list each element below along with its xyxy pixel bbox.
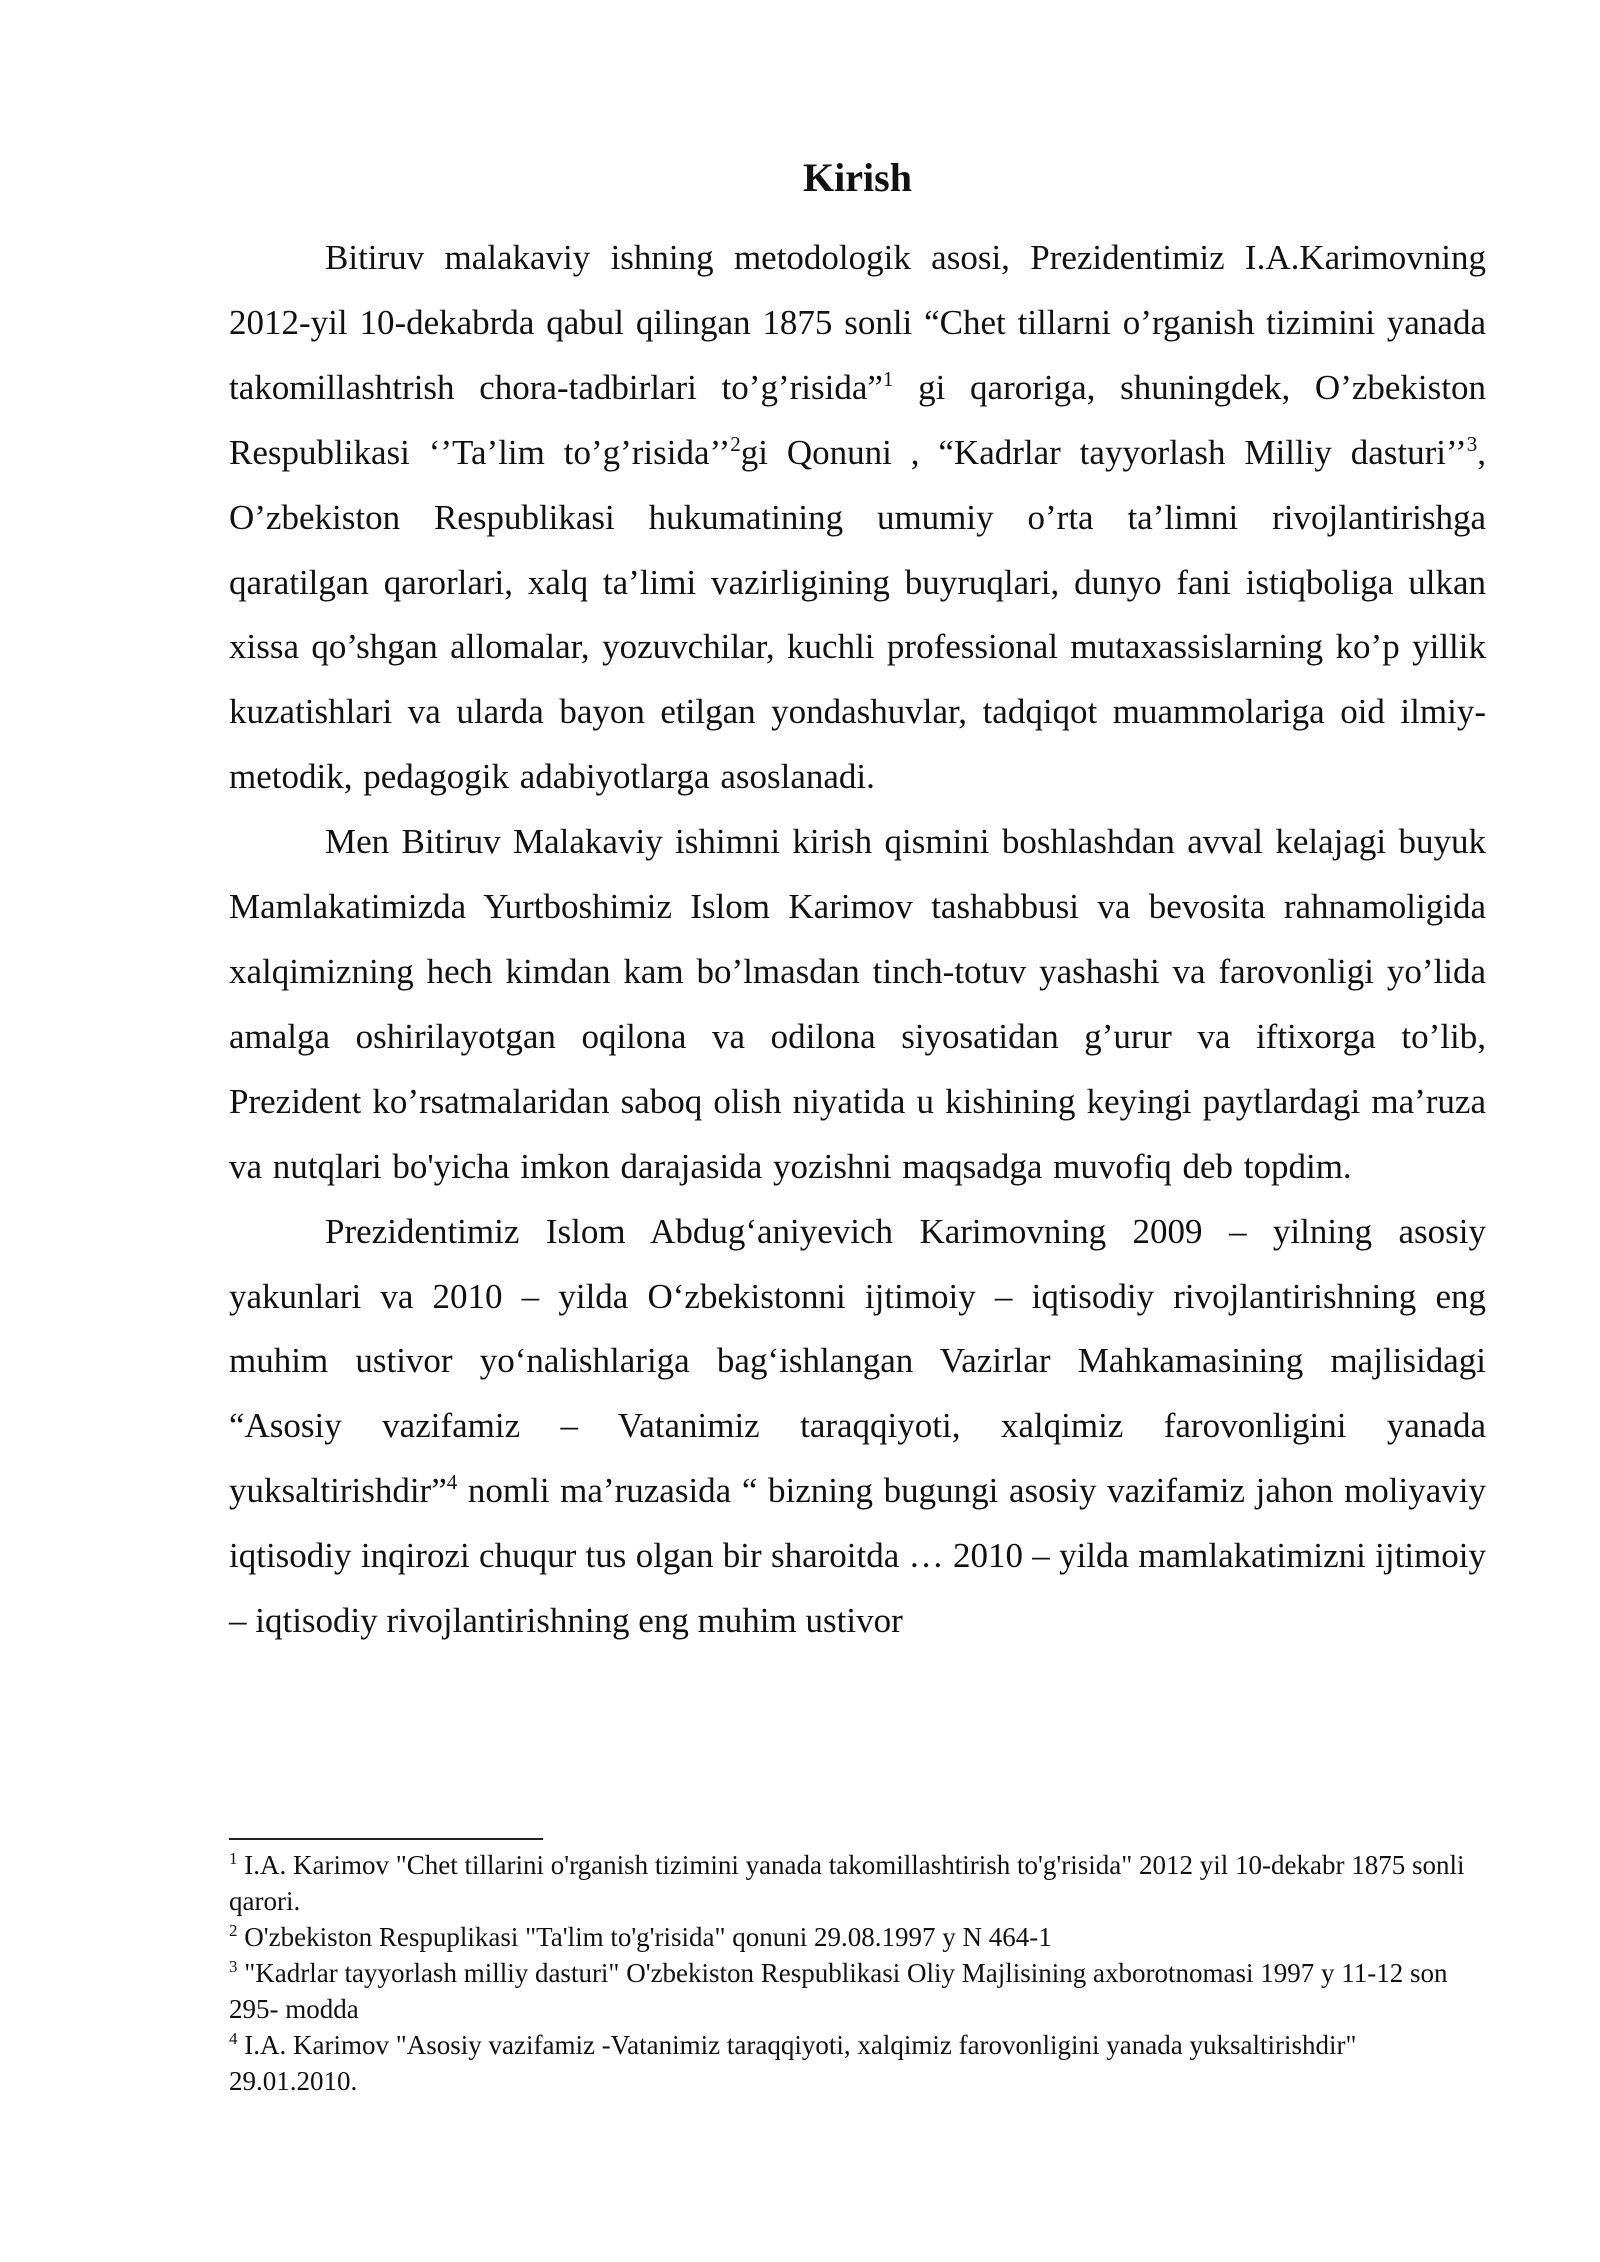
footnote-ref-2[interactable]: 2 xyxy=(730,431,741,456)
paragraph-text: , O’zbekiston Respublikasi hukumatining umumiy o’rta ta’limni rivojlantirishga qaratilgan qarorlari, xalq ta’limi vazirligining buyruqlari, dunyo fani istiqboliga ulkan xissa qo’shgan allomalar, yozuvchilar, kuchli professional mutaxassislarning ko’p yillik kuzatishlari va ularda bayon etilgan yondashuvlar, tadqiqot muammolariga oid ilmiy-metodik, pedagogik adabiyotlarga asoslanadi. xyxy=(229,432,1486,797)
footnote-text: I.A. Karimov "Chet tillarini o'rganish tizimini yanada takomillashtirish to'g'risida" 2012 yil 10-dekabr 1875 sonli qarori. xyxy=(229,1850,1465,1916)
paragraph-text: gi Qonuni , “Kadrlar tayyorlash Milliy dasturi’’ xyxy=(740,432,1467,472)
paragraph-intro: Men Bitiruv Malakaviy ishimni kirish qismini boshlashdan avval kelajagi buyuk Mamlakatimizda Yurtboshimiz Islom Karimov tashabbusi va bevosita rahnamoligida xalqimizning hech kimdan kam bo’lmasdan tinch-totuv yashashi va farovonligi yo’lida amalga oshirilayotgan oqilona va odilona siyosatidan g’urur va iftixorga to’lib, Prezident ko’rsatmalaridan saboq olish niyatida u kishining keyingi paytlardagi ma’ruza va nutqlari bo'yicha imkon darajasida yozishni maqsadga muvofiq deb topdim. xyxy=(229,822,1486,1186)
footnote-3 xyxy=(229,1955,1486,2027)
footnote-ref-4[interactable]: 4 xyxy=(446,1470,458,1495)
footnote-number: 4 xyxy=(229,2029,238,2048)
footnote-separator xyxy=(229,1838,543,1840)
footnote-4 xyxy=(229,2027,1486,2099)
document-body xyxy=(229,226,1486,1654)
footnote-text: "Kadrlar tayyorlash milliy dasturi" O'zbekiston Respublikasi Oliy Majlisining axborotnomasi 1997 y 11-12 son 295- modda xyxy=(229,1958,1448,2024)
paragraph-text: nomli ma’ruzasida “ bizning bugungi asosiy vazifamiz jahon moliyaviy iqtisodiy inqirozi chuqur tus olgan bir sharoitda … 2010 – yilda mamlakatimizni ijtimoiy – iqtisodiy rivojlantirishning eng muhim ustivor xyxy=(229,1471,1486,1641)
paragraph-text: Prezidentimiz Islom Abdug‘aniyevich Karimovning 2009 – yilning asosiy yakunlari va 2010 – yilda O‘zbekistonni ijtimoiy – iqtisodiy rivojlantirishning eng muhim ustivor yo‘nalishlariga bag‘ishlangan Vazirlar Mahkamasining majlisidagi “Asosiy vazifamiz – Vatanimiz taraqqiyoti, xalqimiz farovonligini yanada yuksaltirishdir” xyxy=(229,1211,1486,1511)
footnote-number: 2 xyxy=(229,1921,238,1940)
footnote-ref-3[interactable]: 3 xyxy=(1466,431,1478,456)
footnote-number: 3 xyxy=(229,1957,238,1976)
footnote-ref-1[interactable]: 1 xyxy=(882,366,894,391)
paragraph-president-report xyxy=(229,1200,1486,1654)
page-title: Kirish xyxy=(803,155,912,200)
footnote-text: O'zbekiston Respuplikasi "Ta'lim to'g'risida" qonuni 29.08.1997 y N 464-1 xyxy=(237,1922,1052,1952)
paragraph-text: Bitiruv malakaviy ishning metodologik asosi, Prezidentimiz I.A.Karimovning 2012-yil 10-dekabrda qabul qilingan 1875 sonli “Chet tillarni o’rganish tizimini yanada takomillashtrish chora-tadbirlari to’g’risida” xyxy=(229,238,1486,407)
footnote-1 xyxy=(229,1847,1486,1919)
footnote-2 xyxy=(229,1919,1486,1955)
footnotes-section xyxy=(229,1838,1486,2099)
paragraph-methodology xyxy=(229,226,1486,810)
document-page xyxy=(229,0,1486,1654)
footnote-number: 1 xyxy=(229,1849,238,1868)
footnote-text: I.A. Karimov "Asosiy vazifamiz -Vatanimiz taraqqiyoti, xalqimiz farovonligini yanada yuksaltirishdir" 29.01.2010. xyxy=(229,2030,1357,2096)
paragraph-text: gi qaroriga, shuningdek, O’zbekiston Respublikasi ‘’Ta’lim to’g’risida’’ xyxy=(229,367,1486,472)
